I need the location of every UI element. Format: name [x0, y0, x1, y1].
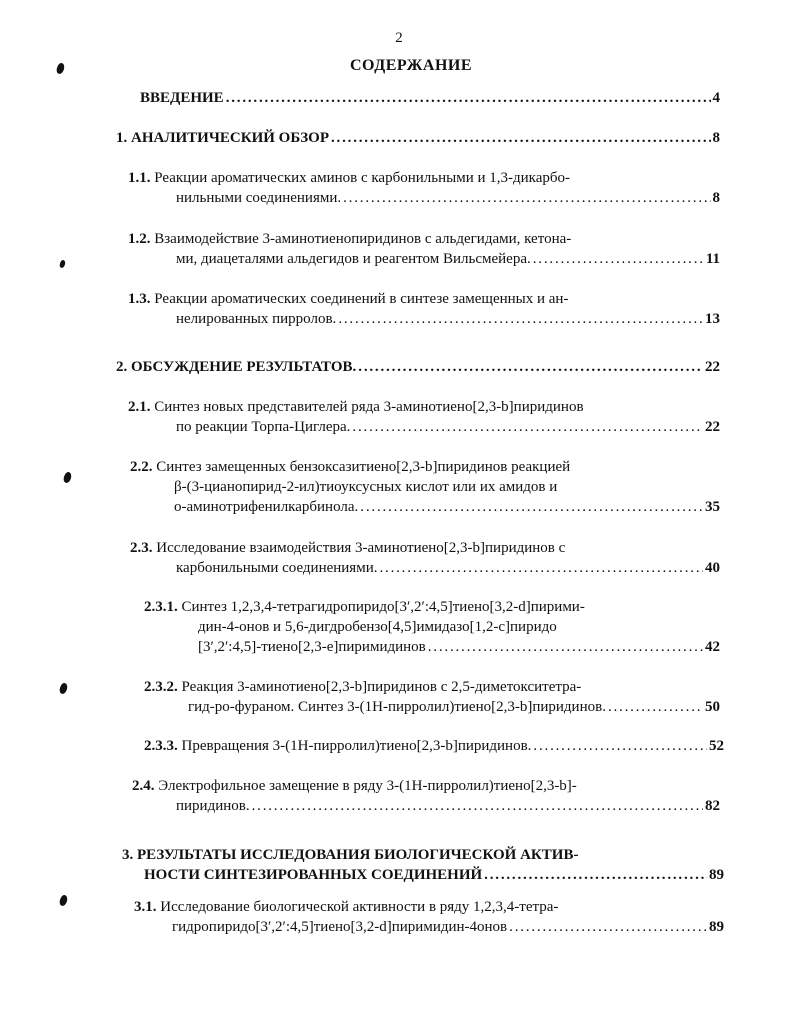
scan-mark: [62, 471, 72, 484]
dot-leader: [484, 865, 707, 885]
toc-entry-number: 2.3.: [130, 540, 153, 556]
toc-page-number: 22: [705, 419, 720, 435]
scan-mark: [59, 259, 66, 268]
toc-entry-line: ми, диацеталями альдегидов и реагентом Вильсмейера.: [176, 251, 531, 267]
toc-entry-line: нильными соединениями.: [176, 190, 342, 206]
toc-page-number: 11: [705, 251, 720, 267]
toc-entry-line: Исследование взаимодействия 3-аминотиено[2,3-b]пиридинов с: [156, 540, 566, 556]
toc-entry-section-3-1[interactable]: [134, 897, 724, 937]
toc-entry-line: Исследование биологической активности в ряду 1,2,3,4-тетра-: [160, 899, 559, 915]
toc-entry-line: Синтез замещенных бензоксазитиено[2,3-b]пиридинов реакцией: [156, 459, 571, 475]
dot-leader: [338, 309, 703, 329]
toc-entry-line: нелированных пирролов.: [176, 311, 337, 327]
dot-leader: [226, 88, 711, 108]
toc-page-number: 35: [705, 499, 720, 515]
toc-page-number: 4: [712, 90, 720, 106]
toc-entry-label: ВВЕДЕНИЕ: [140, 90, 224, 106]
toc-entry-line: гид-ро-фураном. Синтез 3-(1Н-пирролил)тиено[2,3-b]пиридинов.: [188, 699, 606, 715]
toc-entry-label: ОБСУЖДЕНИЕ РЕЗУЛЬТАТОВ.: [131, 359, 357, 375]
toc-entry-number: 1.1.: [128, 170, 151, 186]
toc-entry-chapter-3[interactable]: [122, 845, 724, 885]
dot-leader: [360, 497, 703, 517]
toc-entry-line: Электрофильное замещение в ряду 3-(1Н-пирролил)тиено[2,3-b]-: [158, 778, 577, 794]
toc-page-number: 82: [705, 798, 720, 814]
toc-entry-number: 2.2.: [130, 459, 153, 475]
toc-page-number: 89: [709, 867, 724, 883]
toc-entry-number: 2.: [116, 359, 128, 375]
toc-entry-number: 2.4.: [132, 778, 155, 794]
toc-entry-number: 2.1.: [128, 399, 151, 415]
dot-leader: [428, 637, 703, 657]
toc-page-number: 13: [705, 311, 720, 327]
toc-entry-number: 1.3.: [128, 291, 151, 307]
toc-entry-section-2-3-3[interactable]: [144, 736, 724, 756]
toc-page-number: 50: [705, 699, 720, 715]
toc-entry-section-2-1[interactable]: [128, 397, 720, 437]
dot-leader: [509, 917, 707, 937]
toc-entry-line: РЕЗУЛЬТАТЫ ИССЛЕДОВАНИЯ БИОЛОГИЧЕСКОЙ АКТИВ-: [137, 847, 579, 863]
dot-leader: [352, 417, 703, 437]
toc-entry-number: 2.3.1.: [144, 599, 178, 615]
toc-entry-line: Превращения 3-(1Н-пирролил)тиено[2,3-b]пиридинов.: [181, 738, 532, 754]
toc-entry-section-2-4[interactable]: [132, 776, 720, 816]
toc-entry-line: Реакция 3-аминотиено[2,3-b]пиридинов с 2,5-диметокситетра-: [181, 679, 582, 695]
toc-entry-section-1-2[interactable]: [128, 229, 720, 269]
toc-page-number: 42: [705, 639, 720, 655]
toc-entry-number: 1.2.: [128, 231, 151, 247]
toc-entry-line: Реакции ароматических аминов с карбонильными и 1,3-дикарбо-: [154, 170, 571, 186]
dot-leader: [533, 249, 704, 269]
toc-page-number: 40: [705, 560, 720, 576]
toc-entry-line: о-аминотрифенилкарбинола.: [174, 499, 359, 515]
toc-entry-line: Взаимодействие 3-аминотиенопиридинов с альдегидами, кетона-: [154, 231, 572, 247]
toc-entry-line: по реакции Торпа-Циглера.: [176, 419, 351, 435]
toc-entry-chapter-2[interactable]: [116, 357, 720, 377]
toc-entry-section-2-3-1[interactable]: [144, 597, 720, 657]
toc-entry-line: пиридинов.: [176, 798, 250, 814]
scan-mark: [55, 62, 65, 75]
toc-entry-number: 2.3.3.: [144, 738, 178, 754]
toc-page-number: 22: [705, 359, 720, 375]
dot-leader: [608, 697, 703, 717]
toc-page-number: 89: [709, 919, 724, 935]
toc-entry-line: дин-4-онов и 5,6-дигдробензо[4,5]имидазо[1,2-c]пиридо: [198, 619, 557, 635]
toc-entry-section-2-2[interactable]: [130, 457, 720, 517]
toc-entry-section-2-3[interactable]: [130, 538, 720, 578]
toc-entry-line: гидропиридо[3′,2′:4,5]тиено[3,2-d]пиримидин-4онов: [172, 919, 508, 935]
toc-entry-section-2-3-2[interactable]: [144, 677, 720, 717]
toc-entry-line: Реакции ароматических соединений в синтезе замещенных и ан-: [154, 291, 569, 307]
toc-entry-number: 1.: [116, 130, 128, 146]
toc-entry-line: Синтез 1,2,3,4-тетрагидропиридо[3′,2′:4,5]тиено[3,2-d]пирими-: [181, 599, 585, 615]
toc-entry-line: [3′,2′:4,5]-тиено[2,3-e]пиримидинов: [198, 639, 426, 655]
page-number: 2: [395, 30, 403, 46]
scan-mark: [58, 894, 68, 907]
toc-entry-chapter-1[interactable]: [116, 128, 720, 148]
toc-entry-line: β-(3-цианопирид-2-ил)тиоуксусных кислот или их амидов и: [174, 479, 558, 495]
toc-entry-label: АНАЛИТИЧЕСКИЙ ОБЗОР: [131, 130, 329, 146]
toc-entry-number: 3.1.: [134, 899, 157, 915]
toc-entry-section-1-3[interactable]: [128, 289, 720, 329]
toc-entry-line: НОСТИ СИНТЕЗИРОВАННЫХ СОЕДИНЕНИЙ: [144, 867, 483, 883]
dot-leader: [252, 796, 703, 816]
scan-mark: [58, 682, 68, 695]
dot-leader: [379, 558, 703, 578]
toc-title: СОДЕРЖАНИЕ: [350, 57, 473, 74]
toc-page-number: 8: [712, 130, 720, 146]
dot-leader: [358, 357, 703, 377]
toc-entry-line: карбонильными соединениями.: [176, 560, 378, 576]
dot-leader: [331, 128, 711, 148]
toc-entry-section-1-1[interactable]: [128, 168, 720, 208]
toc-entry-number: 3.: [122, 847, 134, 863]
dot-leader: [533, 736, 707, 756]
toc-page-number: 52: [709, 738, 724, 754]
dot-leader: [343, 188, 710, 208]
toc-entry-line: Синтез новых представителей ряда 3-аминотиено[2,3-b]пиридинов: [154, 399, 584, 415]
toc-entry-number: 2.3.2.: [144, 679, 178, 695]
toc-entry-introduction[interactable]: [140, 88, 720, 108]
toc-page-number: 8: [712, 190, 720, 206]
